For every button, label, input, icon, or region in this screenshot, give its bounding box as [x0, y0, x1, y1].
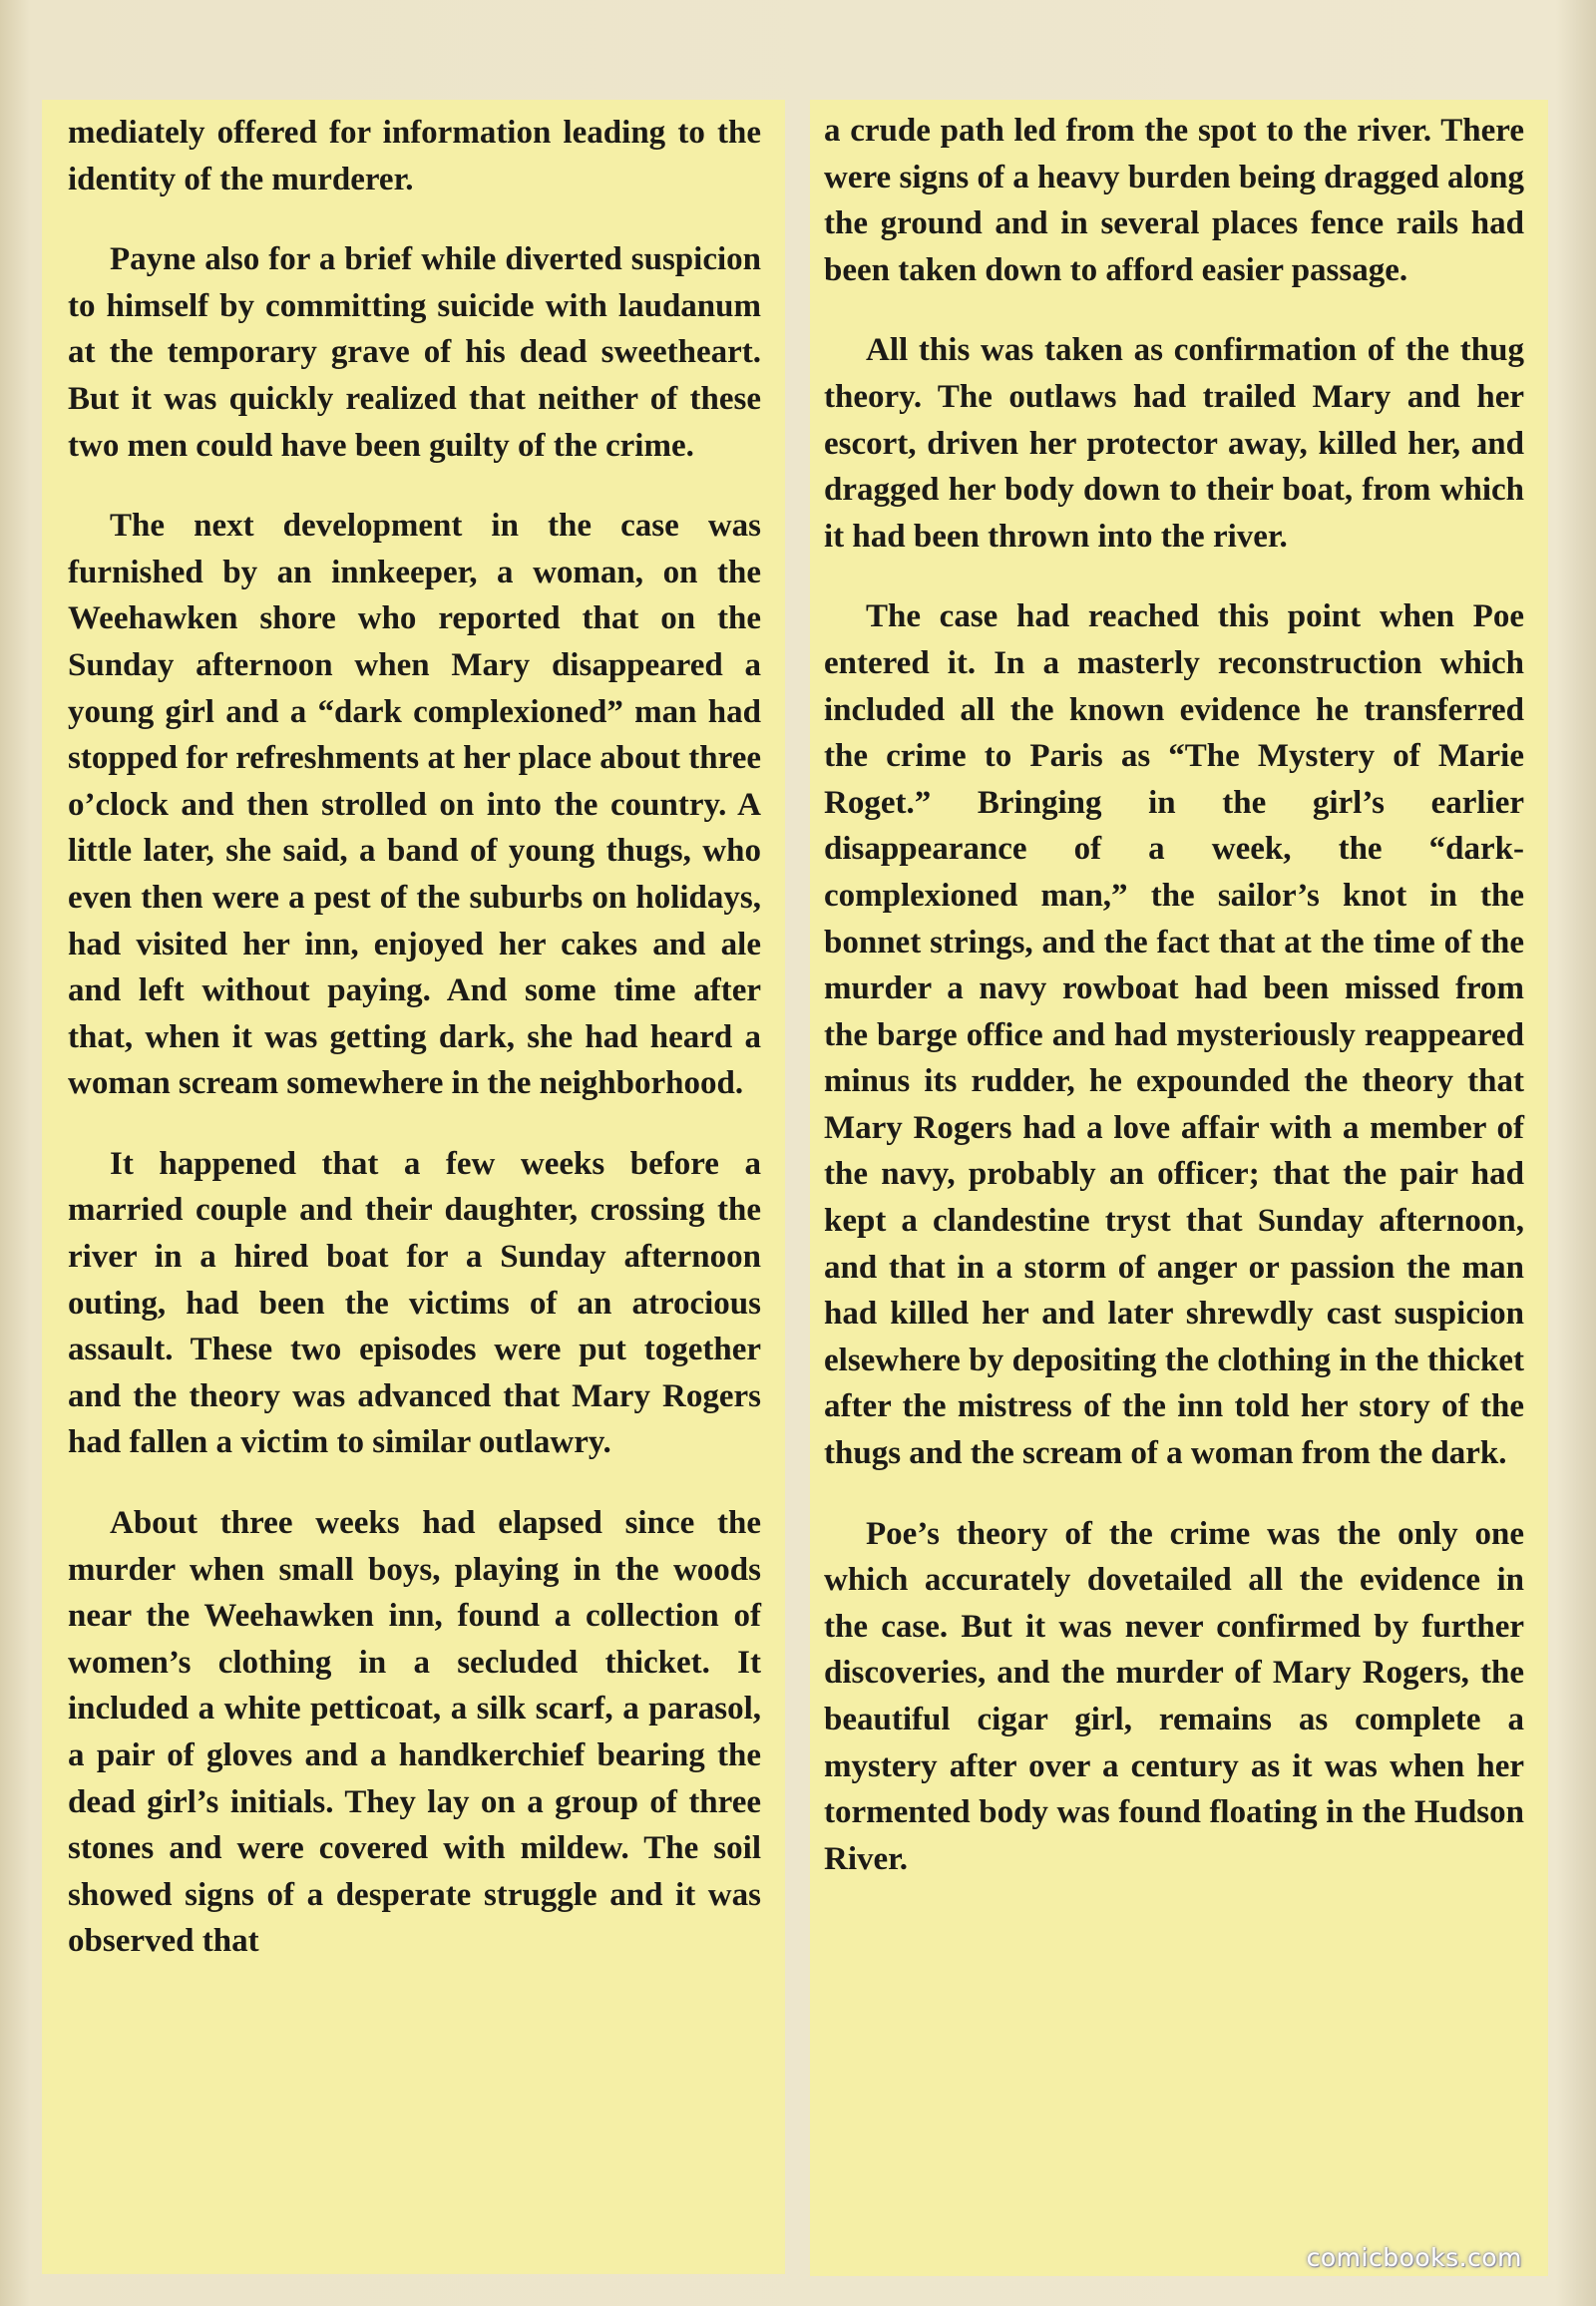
paragraph-right-2: All this was taken as confirmation of the thug theory. The outlaws had trailed Mary and her escort, driven her protector away, killed her, and dragged her body down to their boat, from which it had been thrown into the river.	[824, 332, 1524, 555]
paragraph-right-3: The case had reached this point when Poe entered it. In a masterly reconstruction which included all the known evidence he transferred the crime to Paris as “The Mystery of Marie Roget.” Bringing in the girl’s earlier disappearance of a week, the “dark-complexioned man,” the sailor’s knot in the bonnet strings, and the fact that at the time of the murder a navy rowboat had been missed from the barge office and had mysteriously reappeared minus its rudder, he expounded the theory that Mary Rogers had a love affair with a member of the navy, probably an officer; that the pair had kept a clandestine tryst that Sunday afternoon, and that in a storm of anger or passion the man had killed her and later shrewdly cast suspicion elsewhere by depositing the clothing in the thicket after the mistress of the inn told her story of the thugs and the scream of a woman from the dark.	[824, 598, 1524, 1472]
paragraph-left-5: About three weeks had elapsed since the murder when small boys, playing in the woods near the Weehawken inn, found a collection of women’s clothing in a secluded thicket. It included a white petticoat, a silk scarf, a parasol, a pair of gloves and a handkerchief bearing the dead girl’s initials. They lay on a group of three stones and were covered with mildew. The soil showed signs of a desperate struggle and it was observed that	[68, 1505, 761, 1960]
paragraph-left-1: mediately offered for information leading to the identity of the murderer.	[68, 115, 761, 197]
watermark-text: comicbooks.com	[1306, 2243, 1522, 2272]
paragraph-right-1: a crude path led from the spot to the river. There were signs of a heavy burden being dragged along the ground and in several places fence rails had been taken down to afford easier passage.	[824, 113, 1524, 288]
left-text-column	[42, 100, 785, 2274]
paragraph-left-4: It happened that a few weeks before a married couple and their daughter, crossing the river in a hired boat for a Sunday afternoon outing, had been the victims of an atrocious assault. These two episodes were put together and the theory was advanced that Mary Rogers had fallen a victim to similar outlawry.	[68, 1145, 761, 1461]
paragraph-left-3: The next development in the case was furnished by an innkeeper, a woman, on the Weehawken shore who reported that on the Sunday afternoon when Mary disappeared a young girl and a “dark complexioned” man had stopped for refreshments at her place about three o’clock and then strolled on into the country. A little later, she said, a band of young thugs, who even then were a pest of the suburbs on holidays, had visited her inn, enjoyed her cakes and ale and left without paying. And some time after that, when it was getting dark, she had heard a woman scream somewhere in the neighborhood.	[68, 508, 761, 1102]
paragraph-left-2: Payne also for a brief while diverted suspicion to himself by committing suicide with laudanum at the temporary grave of his dead sweetheart. But it was quickly realized that neither of these two men could have been guilty of the crime.	[68, 241, 761, 464]
right-text-column	[810, 100, 1548, 2276]
paragraph-right-4: Poe’s theory of the crime was the only one which accurately dovetailed all the evidence in the case. But it was never confirmed by further discoveries, and the murder of Mary Rogers, the beautiful cigar girl, remains as complete a mystery after over a century as it was when her tormented body was found floating in the Hudson River.	[824, 1515, 1524, 1877]
